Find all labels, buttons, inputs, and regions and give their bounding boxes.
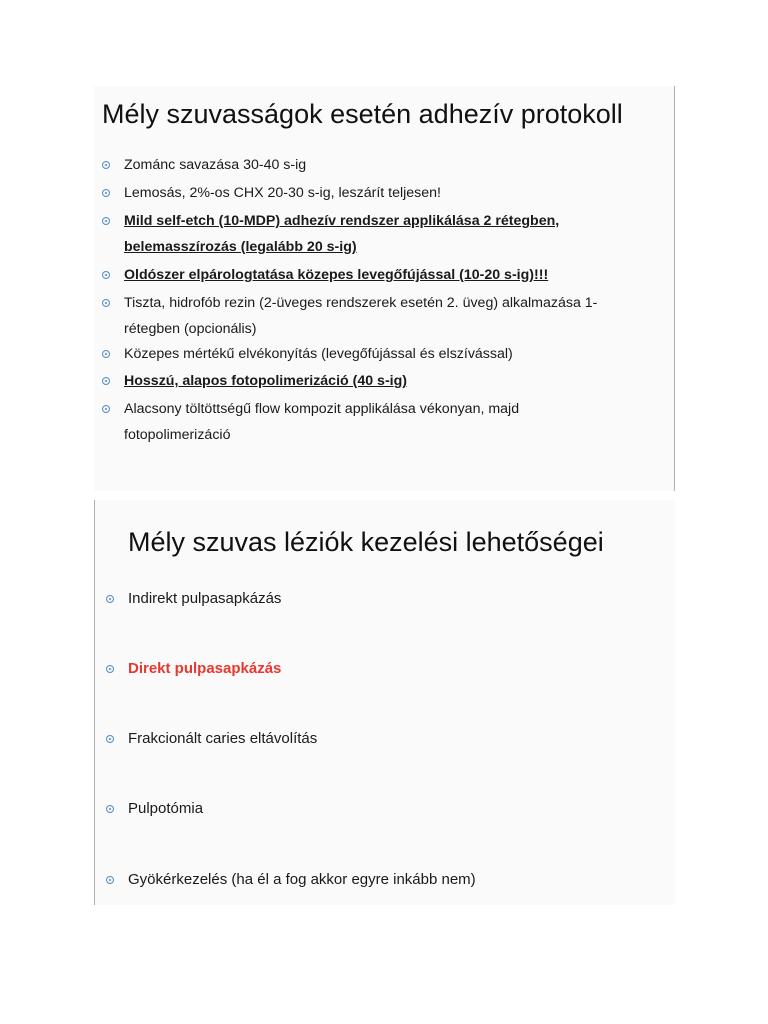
list-item-text: Oldószer elpárologtatása közepes levegőfújással (10-20 s-ig)!!! [124,267,549,283]
list-item [102,368,662,394]
list-item-text-highlighted: Direkt pulpasapkázás [128,660,282,677]
list-item-text: Közepes mértékű elvékonyítás (levegőfújással és elszívással) [124,346,513,362]
circle-bullet-icon [102,271,110,279]
list-item [102,290,647,342]
circle-bullet-icon [106,805,114,813]
list-item-text: Zománc savazása 30-40 s-ig [124,157,307,173]
slide-treatment-options [94,500,675,905]
list-item [106,869,646,891]
list-item [102,208,617,260]
slide-title: Mély szuvasságok esetén adhezív protokoll [102,99,623,129]
list-item-text: Frakcionált caries eltávolítás [128,730,318,747]
circle-bullet-icon [106,735,114,743]
list-item-text: Mild self-etch (10-MDP) adhezív rendszer applikálása 2 rétegben, belemasszírozás (legalább 20 s-ig) [124,213,560,255]
list-item [102,180,662,206]
list-item-text: Tiszta, hidrofób rezin (2-üveges rendszerek esetén 2. üveg) alkalmazása 1-rétegben (opcionális) [124,295,598,337]
list-item-text: Gyökérkezelés (ha él a fog akkor egyre inkább nem) [128,871,476,888]
list-item [106,658,646,680]
list-item [102,262,662,288]
list-item-text: Hosszú, alapos fotopolimerizáció (40 s-ig) [124,373,408,389]
circle-bullet-icon [102,189,110,197]
list-item-text: Pulpotómia [128,800,204,817]
list-item [106,588,646,610]
list-item-text: Lemosás, 2%-os CHX 20-30 s-ig, leszárít teljesen! [124,185,441,201]
circle-bullet-icon [102,161,110,169]
circle-bullet-icon [106,665,114,673]
circle-bullet-icon [102,350,110,358]
list-item [102,341,662,367]
list-item [102,396,552,448]
list-item [102,152,662,178]
circle-bullet-icon [106,595,114,603]
circle-bullet-icon [102,217,110,225]
circle-bullet-icon [106,876,114,884]
list-item-text: Alacsony töltöttségű flow kompozit applikálása vékonyan, majd fotopolimerizáció [124,401,520,443]
slide-title: Mély szuvas léziók kezelési lehetőségei [128,527,604,557]
circle-bullet-icon [102,377,110,385]
circle-bullet-icon [102,405,110,413]
list-item [106,728,646,750]
list-item [106,798,646,820]
slide-adhesive-protocol [94,86,675,491]
circle-bullet-icon [102,299,110,307]
list-item-text: Indirekt pulpasapkázás [128,590,282,607]
